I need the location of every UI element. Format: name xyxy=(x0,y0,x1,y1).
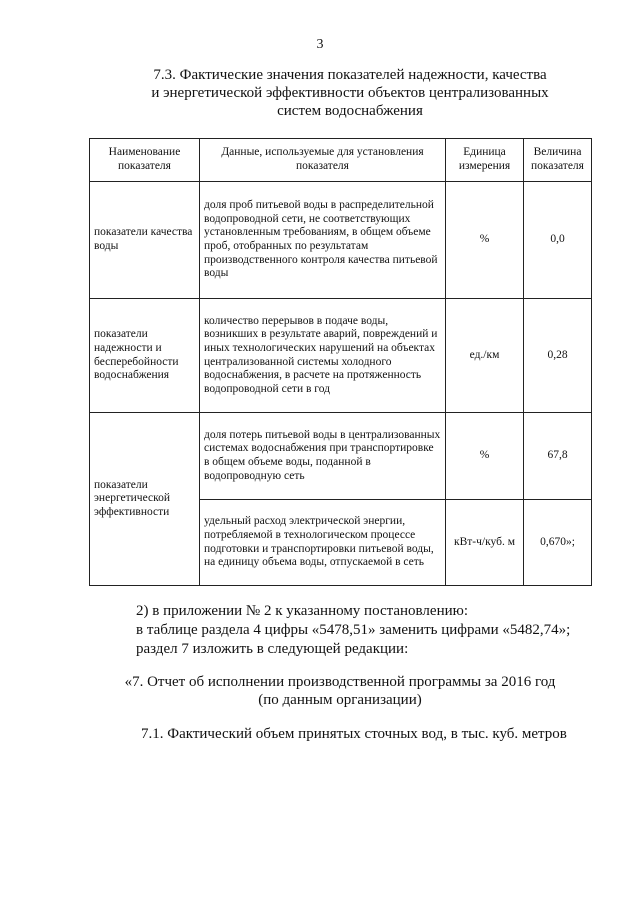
indicators-table xyxy=(89,138,592,586)
group-quality: показатели качества воды xyxy=(90,182,200,299)
header-source-data: Данные, используемые для установления показателя xyxy=(200,139,446,182)
row-data: удельный расход электрической энергии, потребляемой в технологическом процессе подготовки и транспортировки питьевой воды, на единицу объема воды, отпускаемой в сеть xyxy=(200,500,446,586)
row-data: доля потерь питьевой воды в централизованных системах водоснабжения при транспортировке в общем объеме воды, поданной в водопроводную сеть xyxy=(200,413,446,500)
group-reliability: показатели надежности и бесперебойности водоснабжения xyxy=(90,299,200,413)
header-unit: Единица измерения xyxy=(446,139,524,182)
amendment-line: 2) в приложении № 2 к указанному постановлению: xyxy=(136,603,468,619)
row-value: 0,28 xyxy=(524,299,592,413)
row-unit: ед./км xyxy=(446,299,524,413)
row-unit: кВт-ч/куб. м xyxy=(446,500,524,586)
header-value: Величина показателя xyxy=(524,139,592,182)
section-7-title xyxy=(100,673,580,709)
page-number: 3 xyxy=(316,37,324,52)
table-row xyxy=(90,299,592,413)
header-indicator-name: Наименование показателя xyxy=(90,139,200,182)
amendment-line: раздел 7 изложить в следующей редакции: xyxy=(136,641,409,657)
section-7-1-title: 7.1. Фактический объем принятых сточных вод, в тыс. куб. метров xyxy=(141,726,567,742)
section-heading-line: и энергетической эффективности объектов централизованных xyxy=(151,85,549,101)
amendment-line: в таблице раздела 4 цифры «5478,51» заменить цифрами «5482,74»; xyxy=(136,622,571,638)
section-7-title-line: (по данным организации) xyxy=(258,692,422,708)
section-heading-7-3 xyxy=(120,66,580,120)
section-7-title-line: «7. Отчет об исполнении производственной программы за 2016 год xyxy=(124,674,556,690)
row-unit: % xyxy=(446,182,524,299)
group-energy: показатели энергетической эффективности xyxy=(90,413,200,586)
row-value: 0,670»; xyxy=(524,500,592,586)
row-data: количество перерывов в подаче воды, возникших в результате аварий, повреждений и иных технологических нарушений на объектах централизованной системы холодного водоснабжения, в расчете на протяженность водопроводной сети в год xyxy=(200,299,446,413)
row-value: 67,8 xyxy=(524,413,592,500)
section-heading-line: 7.3. Фактические значения показателей надежности, качества xyxy=(153,67,547,83)
table-header-row xyxy=(90,139,592,182)
row-unit: % xyxy=(446,413,524,500)
row-value: 0,0 xyxy=(524,182,592,299)
table-row xyxy=(90,413,592,500)
section-heading-line: систем водоснабжения xyxy=(277,103,423,119)
table-row xyxy=(90,182,592,299)
row-data: доля проб питьевой воды в распределительной водопроводной сети, не соответствующих установленным требованиям, в общем объеме проб, отобранных по результатам производственного контроля качества питьевой воды xyxy=(200,182,446,299)
